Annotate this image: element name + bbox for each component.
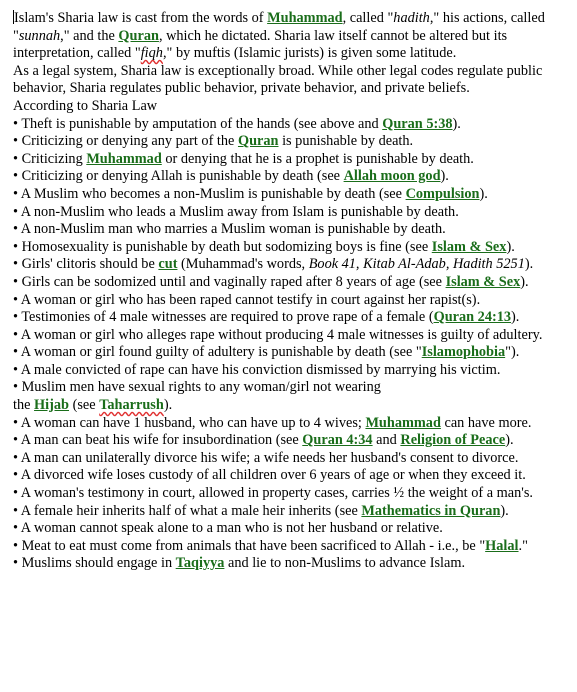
text: , which he dictated. Sharia law itself cannot be altered but its interpretation, called " (13, 27, 508, 62)
list-item (13, 274, 569, 292)
citation: Book 41, Kitab Al-Adab, Hadith 5251 (308, 256, 525, 273)
list-item (13, 432, 569, 450)
list-item (13, 309, 569, 327)
link-quran-5-38[interactable]: Quran 5:38 (382, 115, 453, 132)
list-item (13, 344, 569, 362)
list-item: • A woman cannot speak alone to a man who is not her husband or relative. (13, 520, 443, 537)
text: and (372, 432, 401, 449)
text: ). (520, 273, 529, 290)
text: • Muslims should engage in (13, 555, 176, 572)
list-item (13, 133, 569, 151)
link-muhammad[interactable]: Muhammad (365, 414, 441, 431)
list-item: • A divorced wife loses custody of all children over 6 years of age or when they exceed it. (13, 467, 526, 484)
link-islam-and-sex[interactable]: Islam & Sex (431, 238, 507, 255)
text: • A woman can have 1 husband, who can have up to 4 wives; (13, 414, 366, 431)
list-item (13, 256, 569, 274)
link-quran-24-13[interactable]: Quran 24:13 (433, 309, 512, 326)
list-item: • Muslim men have sexual rights to any woman/girl not wearing (13, 379, 381, 396)
text: ). (479, 185, 488, 202)
text: • Meat to eat must come from animals that have been sacrificed to Allah - i.e., be " (13, 537, 486, 554)
link-hijab[interactable]: Hijab (34, 397, 70, 414)
list-item (13, 538, 569, 556)
text: the (13, 397, 35, 414)
text: ). (452, 115, 461, 132)
text: "). (505, 344, 520, 361)
text: • Criticizing (13, 150, 87, 167)
link-religion-of-peace[interactable]: Religion of Peace (400, 432, 506, 449)
list-item: • A woman or girl who has been raped cannot testify in court against her rapist(s). (13, 291, 481, 308)
link-compulsion[interactable]: Compulsion (405, 185, 480, 202)
link-cut[interactable]: cut (158, 256, 178, 273)
link-taharrush[interactable]: Taharrush (99, 397, 164, 414)
link-islam-and-sex[interactable]: Islam & Sex (445, 273, 521, 290)
text: Islam's Sharia law is cast from the words of (14, 10, 268, 26)
list-item (13, 555, 569, 573)
link-halal[interactable]: Halal (485, 537, 519, 554)
text: ). (511, 309, 520, 326)
text: ). (524, 256, 534, 273)
list-item: • A woman or girl who alleges rape without producing 4 male witnesses is guilty of adultery. (13, 326, 543, 343)
text: ). (500, 502, 509, 519)
text: ." (518, 537, 528, 554)
list-item (13, 239, 569, 257)
text: • Criticizing or denying Allah is punishable by death (see (13, 168, 344, 185)
list-item-continuation (13, 397, 569, 415)
intro-paragraph-2: As a legal system, Sharia law is exceptionally broad. While other legal codes regulate public behavior, Sharia regulates public behavior, private behavior, and private beliefs. (13, 62, 543, 97)
text: or denying that he is a prophet is punishable by death. (161, 150, 474, 167)
link-muhammad[interactable]: Muhammad (86, 150, 162, 167)
list-item: • A man can unilaterally divorce his wife; a wife needs her husband's consent to divorce. (13, 449, 519, 466)
term-fiqh: fiqh (140, 45, 163, 62)
term-sunnah: sunnah (18, 27, 61, 44)
text: and lie to non-Muslims to advance Islam. (224, 555, 466, 572)
link-muhammad[interactable]: Muhammad (267, 10, 343, 26)
text: • A man can beat his wife for insubordination (see (13, 432, 303, 449)
text: • A female heir inherits half of what a male heir inherits (see (13, 502, 362, 519)
link-quran-4-34[interactable]: Quran 4:34 (302, 432, 373, 449)
link-allah-moon-god[interactable]: Allah moon god (343, 168, 441, 185)
text: • Girls' clitoris should be (13, 256, 159, 273)
text: • Criticizing or denying any part of the (13, 133, 238, 150)
text: (see (69, 397, 100, 414)
list-item: • A male convicted of rape can have his conviction dismissed by marrying his victim. (13, 361, 501, 378)
text: • Homosexuality is punishable by death but sodomizing boys is fine (see (13, 238, 432, 255)
term-hadith: hadith (393, 10, 430, 26)
text: can have more. (440, 414, 532, 431)
text: ). (440, 168, 449, 185)
list-item: • A non-Muslim who leads a Muslim away from Islam is punishable by death. (13, 203, 459, 220)
link-taqiyya[interactable]: Taqiyya (175, 555, 225, 572)
text: ). (505, 432, 514, 449)
list-item (13, 415, 569, 433)
text: (Muhammad's words, (177, 256, 309, 273)
text: • Testimonies of 4 male witnesses are required to prove rape of a female ( (13, 309, 434, 326)
text: ," by muftis (Islamic jurists) is given some latitude. (162, 45, 457, 62)
link-quran[interactable]: Quran (237, 133, 279, 150)
text: • Girls can be sodomized until and vaginally raped after 8 years of age (see (13, 273, 446, 290)
intro-paragraph-3: According to Sharia Law (13, 97, 158, 114)
text: ," and the (60, 27, 119, 44)
list-item (13, 116, 569, 134)
text: ). (506, 238, 515, 255)
text: • Theft is punishable by amputation of the hands (see above and (13, 115, 383, 132)
intro-paragraph-1 (13, 10, 569, 63)
text: ). (163, 397, 173, 414)
link-islamophobia[interactable]: Islamophobia (421, 344, 506, 361)
list-item (13, 186, 569, 204)
text: , called " (342, 10, 394, 26)
text: ," his actions, called " (13, 10, 545, 44)
list-item: • A woman's testimony in court, allowed in property cases, carries ½ the weight of a man's. (13, 485, 533, 502)
list-item (13, 151, 569, 169)
list-item: • A non-Muslim man who marries a Muslim woman is punishable by death. (13, 221, 446, 238)
link-mathematics-in-quran[interactable]: Mathematics in Quran (361, 502, 501, 519)
list-item (13, 168, 569, 186)
text: • A woman or girl found guilty of adultery is punishable by death (see " (13, 344, 422, 361)
text: • A Muslim who becomes a non-Muslim is punishable by death (see (13, 185, 406, 202)
text: is punishable by death. (278, 133, 414, 150)
list-item (13, 503, 569, 521)
link-quran[interactable]: Quran (118, 27, 159, 44)
